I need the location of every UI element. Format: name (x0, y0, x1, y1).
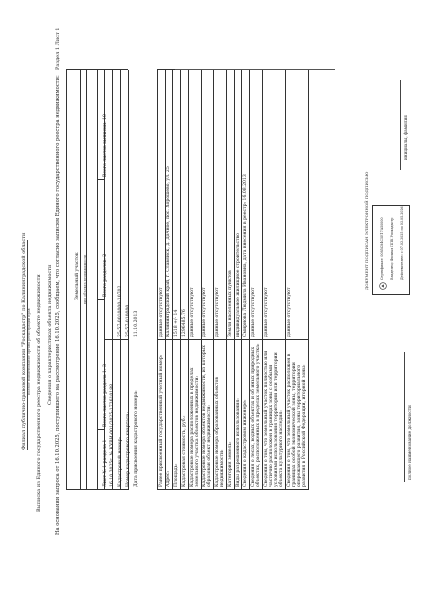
quarter-number: 25:57:010000 (125, 304, 131, 337)
request-statement: На основании запроса от 16.10.2025, поступившего на рассмотрение 16.10.2025, сообщаем, что согласно записям Единого государственного реестра недвижимости: (55, 75, 61, 535)
sections-total: Всего разделов: 2 (102, 253, 108, 297)
grid-label-2: Номер кадастрового квартала: (125, 411, 131, 487)
table-row: Виды разрешенного использования: индивидуальное жилищное строительство (235, 69, 243, 489)
date-and-number: 16.10.2025г. № КУВИ-001/2025-172610188 (109, 383, 115, 487)
owner-line: Владелец: Филиал ППК Роскадастр (390, 217, 395, 280)
certificate-line: Сертификат: 0085C84C5E17A50000 (380, 217, 385, 280)
signature-heading: ДОКУМЕНТ ПОДПИСАН ЭЛЕКТРОННОЙ ПОДПИСЬЮ (364, 171, 369, 290)
section-sheet-number: Раздел 1 Лист 1 (55, 27, 61, 70)
table-row: Сведения о том, что земельный участок расположен в границах особой экономической зоны, территории опережающего развития, зоны территориального развития в Российской Федерации, игорной зоны: данные отсутствуют (286, 69, 309, 489)
table-row: Площадь: 1518 +/- 14 (173, 69, 181, 489)
assignment-date: 11.10.2013 (133, 310, 139, 337)
organization-caption: полное наименование органа регистрации прав (27, 308, 31, 395)
issuing-organization: Филиал публично-правовой компании "Роскадастр" по Калининградской области (21, 232, 27, 450)
grid-label-1: Кадастровый номер: (117, 436, 123, 487)
table-row: Категория земель: Земли населенных пунктов (227, 69, 235, 489)
document-title: Выписка из Единого государственного реестра недвижимости об объекте недвижимости (36, 274, 42, 512)
position-caption: полное наименование должности (407, 405, 412, 480)
table-row: Сведения о кадастровом инженере: Смирнова Людмила Ивановна, дата внесения в реестр: 16.08.2013 (242, 69, 250, 489)
grid-label-3: Дата присвоения кадастрового номера: (133, 390, 139, 487)
table-row: Адрес: Калининградский край, г. Славянск, д. Дачное, пос. Хорошево, ул. 25 (166, 69, 174, 489)
emblem-icon (379, 282, 387, 290)
table-row: Сведения о лесах, водных объектах и об иных природных объектах, расположенных в пределах земельного участка: данные отсутствуют (250, 69, 263, 489)
section-sheets-total: Всего листов раздела 1: 3 (102, 364, 108, 427)
table-row: Кадастровая стоимость, руб.: 1296485.76 (181, 69, 189, 489)
table-row: Кадастровые номера объектов недвижимости, из которых образован объект недвижимости: данные отсутствуют (202, 69, 215, 489)
object-type: Земельный участок (74, 252, 80, 300)
object-type-caption: вид объекта недвижимости (83, 254, 88, 304)
sheet-label: Лист № 1 раздела 1 (102, 439, 108, 487)
table-row: Ранее присвоенный государственный учетный номер: данные отсутствуют (158, 69, 166, 489)
characteristics-table (157, 69, 309, 490)
name-underline (400, 80, 401, 170)
margin-line (175, 69, 335, 70)
object-section-title: Сведения о характеристиках объекта недвижимости (47, 264, 53, 405)
table-row: Кадастровые номера расположенных в пределах земельного участка объектов недвижимости: данные отсутствуют (189, 69, 202, 489)
table-row: Сведения о том, что земельный участок полностью или частично расположен в границах зоны с особыми условиями использования территории или территории объекта культурного наследия: данные отсутствуют (263, 69, 286, 489)
electronic-signature-stamp (372, 205, 410, 295)
cadastral-number: 25:57:0010000:10702 (117, 285, 123, 337)
validity-line: Действителен: с 07.02.2025 по 03.05.2026 (400, 206, 405, 280)
initials-caption: инициалы, фамилия (403, 115, 408, 160)
position-underline (404, 352, 405, 482)
table-row: Кадастровые номера образованных объектов недвижимости: данные отсутствуют (214, 69, 227, 489)
document-sheets-total: Всего листов выписки: 10 (102, 114, 108, 177)
